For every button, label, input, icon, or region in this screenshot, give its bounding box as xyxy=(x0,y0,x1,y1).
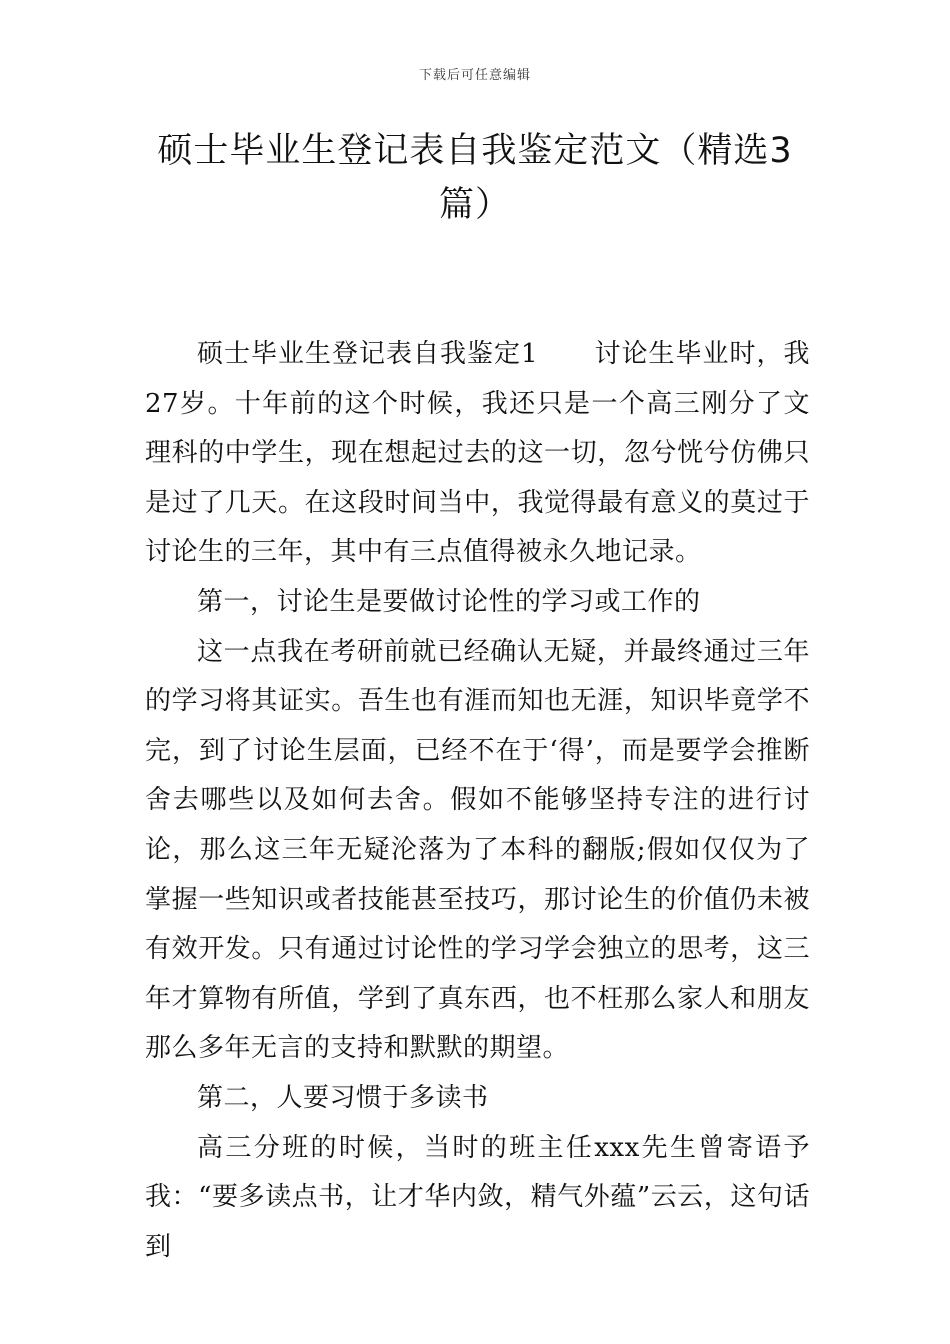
document-body xyxy=(145,330,810,1272)
paragraph-5: 高三分班的时候，当时的班主任xxx先生曾寄语予我：“要多读点书，让才华内敛，精气外蕴”云云，这句话到 xyxy=(145,1132,810,1262)
header-note: 下载后可任意编辑 xyxy=(418,68,531,83)
paragraph-1 xyxy=(145,330,810,578)
paragraph-4: 第二，人要习惯于多读书 xyxy=(197,1082,489,1113)
document-title: 硕士毕业生登记表自我鉴定范文（精选3篇） xyxy=(157,131,793,225)
paragraph-3: 这一点我在考研前就已经确认无疑，并最终通过三年的学习将其证实。吾生也有涯而知也无涯，知识毕竟学不完，到了讨论生层面，已经不在于‘得’，而是要学会推断舍去哪些以及如何去舍。假如不能够坚持专注的进行讨论，那么这三年无疑沦落为了本科的翻版;假如仅仅为了掌握一些知识或者技能甚至技巧，那讨论生的价值仍未被有效开发。只有通过讨论性的学习学会独立的思考，这三年才算物有所值，学到了真东西，也不枉那么家人和朋友那么多年无言的支持和默默的期望。 xyxy=(145,636,810,1064)
paragraph-text: 讨论生毕业时，我27岁。十年前的这个时候，我还只是一个高三刚分了文理科的中学生，现在想起过去的这一切，忽兮恍兮仿佛只是过了几天。在这段时间当中，我觉得最有意义的莫过于讨论生的三年，其中有三点值得被永久地记录。 xyxy=(145,339,810,568)
section-heading: 硕士毕业生登记表自我鉴定1 xyxy=(197,339,539,369)
paragraph-2: 第一，讨论生是要做讨论性的学习或工作的 xyxy=(197,586,701,617)
